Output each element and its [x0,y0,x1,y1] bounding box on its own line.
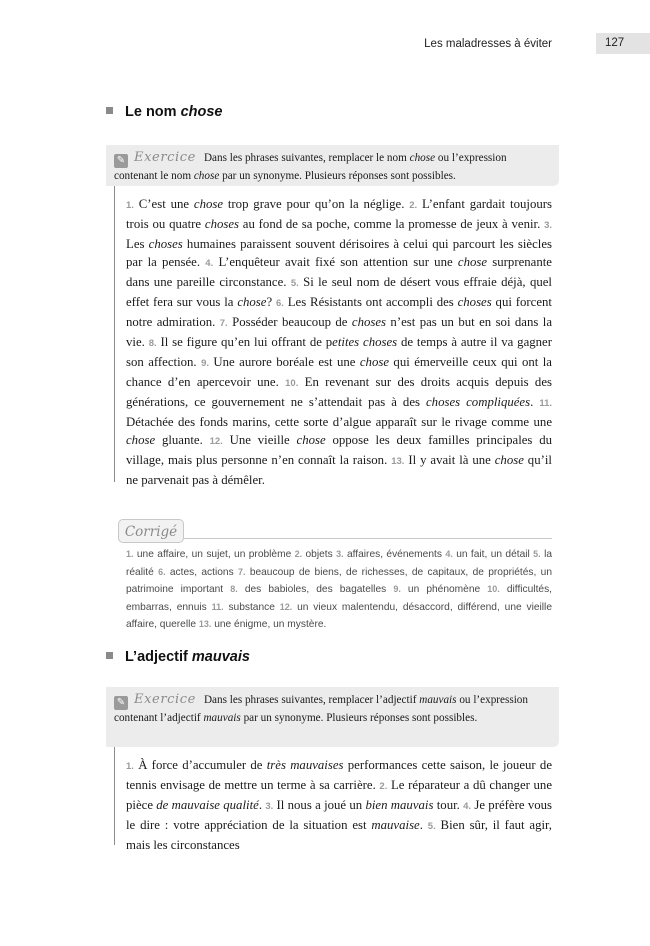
item-number: 1. [126,200,134,211]
text-segment: Détachée des fonds marins, cette sorte d’algue apparaît sur le rivage comme une [126,415,552,429]
page-number: 127 [596,33,650,54]
text-segment: Le réparateur a dû changer une pièce [126,778,552,812]
item-number: 1. [126,549,134,559]
item-number: 4. [445,549,453,559]
emphasis-text: choses [457,295,492,309]
text-segment: affaires, événements [343,549,446,560]
section-title-prefix: Le nom [125,104,181,120]
item-number: 1. [126,761,134,772]
text-segment: L’enquêteur avait fixé son attention sur une [213,255,458,269]
item-number: 11. [539,398,552,409]
exercise-rule-line [114,747,115,845]
item-number: 3. [265,801,274,812]
section-title-word: chose [180,104,223,120]
text-segment: Posséder beaucoup de [227,315,352,329]
text-segment: Une aurore boréale est une [209,355,360,369]
exercise-label: Exercice [134,692,196,707]
text-segment: Je préfère vous le dire : votre appréciation de la situation est [126,798,552,832]
text-segment: humaines paraissent souvent dérisoires à celui qui parcourt les siècles par la pensée. [126,237,552,269]
text-segment: difficultés, embarras, ennuis [126,584,552,613]
text-segment: gluante. [155,433,210,447]
text-segment: beaucoup de biens, de richesses, de capitaux, de propriétés, un patrimoine important [126,566,552,596]
item-number: 5. [533,549,541,559]
item-number: 3. [336,549,344,559]
text-segment: objets [302,549,337,560]
text-segment: substance [223,601,280,613]
text-segment: par un synonyme. Plusieurs réponses sont possibles. [219,170,456,182]
emphasis-text: mauvais [203,712,241,724]
text-segment: ? [266,295,276,309]
item-number: 12. [209,436,223,447]
item-number: 10. [487,584,500,595]
text-segment: C’est une [133,197,194,211]
text-segment: un fait, un détail [452,549,534,560]
emphasis-text: chose [237,295,267,309]
item-number: 13. [391,456,405,467]
emphasis-text: choses [351,315,387,329]
text-segment: Les [126,237,149,251]
text-segment: tour. [433,798,464,812]
section-title-prefix: L’adjectif [125,649,192,665]
exercise-text-chose [126,195,552,489]
section-title-mauvais [106,649,250,665]
text-segment: par un synonyme. Plusieurs réponses sont possibles. [240,712,478,724]
emphasis-text: de mauvaise qualité [156,798,259,812]
text-segment: une énigme, un mystère. [211,619,327,631]
item-number: 6. [275,298,284,309]
text-segment: qui forcent notre admiration. [126,295,552,329]
text-segment: qu’il ne parvenait pas à démêler. [126,453,552,487]
text-segment: Il nous a joué un [273,798,366,812]
text-segment: . [258,798,266,812]
text-segment: n’est pas un but en soi dans la vie. [126,315,553,349]
emphasis-text: chose [359,355,390,369]
item-number: 7. [237,566,246,577]
text-segment: au fond de sa poche, comme la promesse de jeux à venir. [239,217,545,231]
text-segment: ou l’expression contenant l’adjectif [114,694,528,724]
emphasis-text: bien mauvais [365,798,434,812]
corrige-label: Corrigé [118,519,184,543]
text-segment: performances cette saison, le joueur de tennis envisage de mettre un terme à sa carrière. [126,758,552,792]
text-segment: Les Résistants ont accompli des [283,295,458,309]
item-number: 4. [463,801,472,812]
item-number: 11. [211,601,224,612]
item-number: 5. [427,821,436,832]
emphasis-text: mauvais [419,694,457,706]
text-segment: Il y avait là une [404,453,495,467]
square-bullet-icon [106,107,113,114]
item-number: 12. [279,601,293,612]
emphasis-text: chose [494,453,524,467]
text-segment: de temps à autre il va gagner son affection. [126,335,552,369]
item-number: 13. [198,619,212,630]
pencil-icon: ✎ [114,154,128,168]
emphasis-text: chose [193,170,220,182]
corrige-text [126,546,552,634]
text-segment: actes, actions [165,566,238,578]
text-segment: À force d’accumuler de [133,758,267,772]
text-segment: Une vieille [222,433,297,447]
text-segment: Bien sûr, il faut agir, mais les circonstances [126,818,552,852]
emphasis-text: choses compliquées [426,395,531,409]
text-segment: Il se figure qu’en lui offrant de p [156,335,333,349]
item-number: 5. [290,278,299,289]
text-segment: trop grave pour qu’on la néglige. [223,197,410,211]
text-segment: L’enfant gardait toujours trois ou quatre [126,197,553,231]
emphasis-text: chose [296,433,326,447]
text-segment: une affaire, un sujet, un problème [133,549,295,560]
emphasis-text: chose [193,197,224,211]
text-segment: Dans les phrases suivantes, remplacer l’adjectif [203,694,420,706]
item-number: 9. [393,584,401,595]
item-number: 10. [285,378,299,389]
emphasis-text: chose [457,255,488,269]
exercise-label: Exercice [134,150,196,165]
item-number: 8. [148,338,157,349]
pencil-icon: ✎ [114,696,128,710]
emphasis-text: choses [148,237,183,251]
text-segment: un phénomène [400,584,488,596]
exercise-box-mauvais [106,687,559,747]
item-number: 2. [294,549,303,559]
emphasis-text: très mauvaises [266,758,344,772]
text-segment: surprenante dans une pareille circonstance. [126,255,552,289]
exercise-rule-line [114,186,115,482]
exercise-box-chose [106,145,559,186]
section-title-word: mauvais [191,649,250,665]
text-segment: Si le seul nom de désert vous effraie déjà, quel effet fera sur vous la [126,275,552,309]
item-number: 8. [230,584,238,595]
exercise-text-mauvais [126,756,552,854]
item-number: 7. [219,318,228,329]
text-segment: des babioles, des bagatelles [237,584,394,596]
emphasis-text: mauvaise [371,818,420,832]
section-title-chose [106,104,223,120]
text-segment: ou l’expression contenant le nom [114,152,507,182]
text-segment: la réalité [126,549,552,578]
emphasis-text: etites choses [332,335,398,349]
emphasis-text: chose [409,152,436,164]
item-number: 9. [201,358,209,369]
emphasis-text: chose [126,433,156,447]
text-segment: En revenant sur des droits acquis depuis des générations, ce gouvernement ne s’attendait pas à des [126,375,552,409]
text-segment: un vieux malentendu, désaccord, différend, une vieille affaire, querelle [126,601,552,631]
item-number: 6. [158,566,166,577]
text-segment: oppose les deux familles principales du village, mais plus personne n’en connaît la raison. [126,433,553,467]
item-number: 4. [205,258,214,269]
item-number: 2. [379,781,388,792]
text-segment: qui émerveille ceux qui ont la chance d’en apercevoir une. [126,355,552,389]
corrige-rule-line [184,538,552,539]
text-segment: Dans les phrases suivantes, remplacer le nom [203,152,410,164]
item-number: 2. [409,200,418,211]
emphasis-text: choses [204,217,240,231]
text-segment: . [419,818,428,832]
item-number: 3. [544,220,552,231]
square-bullet-icon [106,652,113,659]
running-header: Les maladresses à éviter [424,38,552,50]
text-segment: . [530,395,540,409]
